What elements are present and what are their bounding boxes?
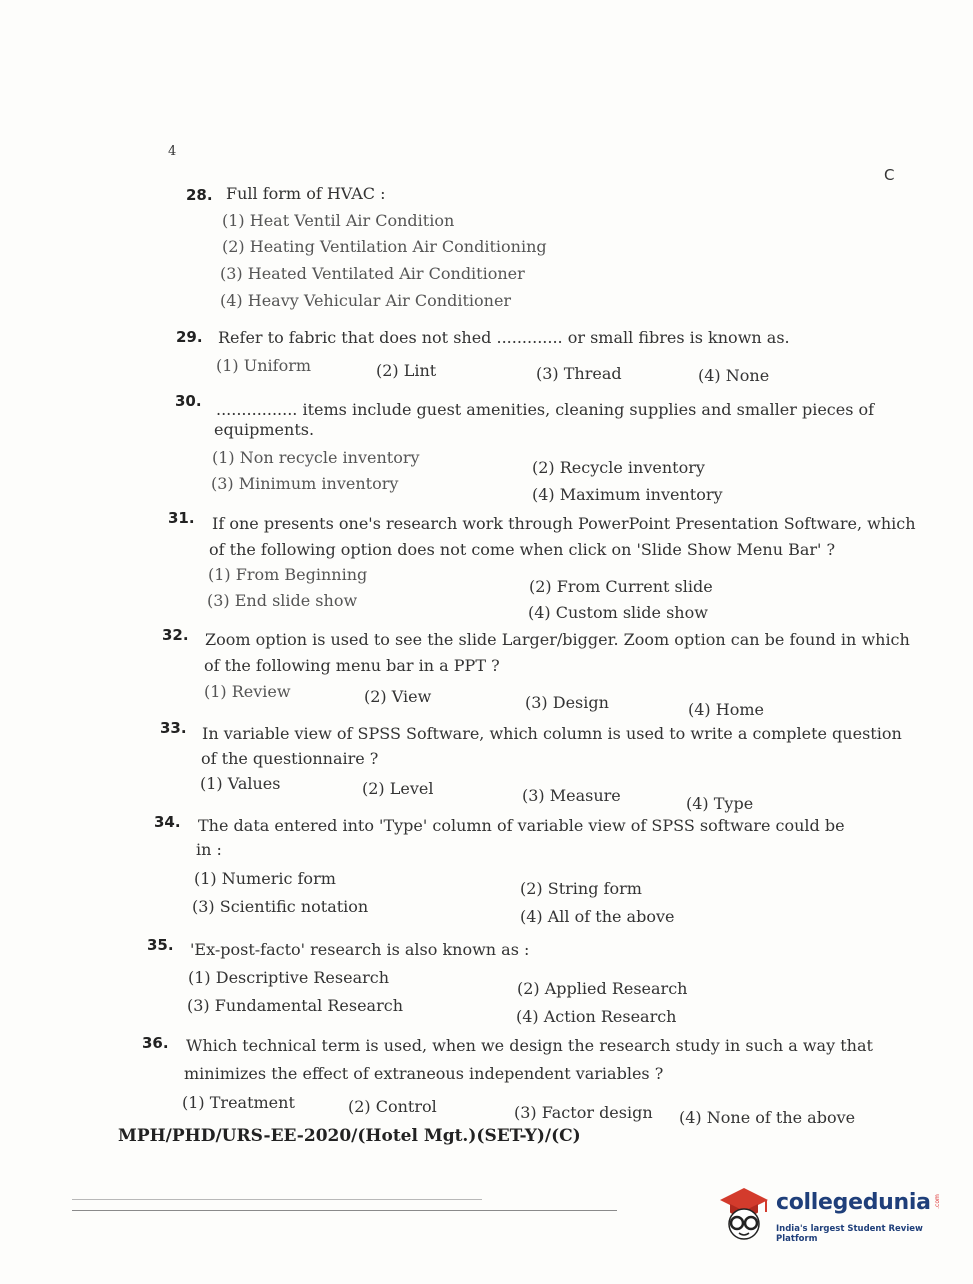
option: (4) All of the above	[520, 907, 675, 926]
option: (4) None of the above	[679, 1108, 856, 1127]
option: (2) From Current slide	[529, 577, 713, 596]
question-text: If one presents one's research work through PowerPoint Presentation Software, which	[212, 514, 916, 533]
option: (1) Non recycle inventory	[212, 448, 420, 467]
question-text: Full form of HVAC :	[226, 184, 386, 203]
option: (1) Review	[204, 682, 291, 701]
option: (1) Treatment	[182, 1093, 295, 1112]
question-text: in :	[196, 840, 222, 859]
question-number: 29.	[176, 328, 203, 346]
paper-code: MPH/PHD/URS-EE-2020/(Hotel Mgt.)(SET-Y)/(C)	[118, 1126, 581, 1146]
option: (1) Descriptive Research	[188, 968, 390, 987]
question-text: Which technical term is used, when we design the research study in such a way that	[186, 1036, 873, 1055]
question-text: Zoom option is used to see the slide Larger/bigger. Zoom option can be found in which	[205, 630, 910, 649]
option: (4) Custom slide show	[528, 603, 708, 622]
option: (1) Numeric form	[194, 869, 336, 888]
option: (3) Scientific notation	[192, 897, 369, 916]
option: (4) Type	[686, 794, 754, 813]
question-text: 'Ex-post-facto' research is also known as :	[190, 940, 530, 959]
option: (2) String form	[520, 879, 642, 898]
question-number: 35.	[147, 936, 174, 954]
option: (3) Thread	[536, 364, 622, 383]
question-number: 36.	[142, 1034, 169, 1052]
option: (3) Minimum inventory	[211, 474, 399, 493]
option: (3) Heated Ventilated Air Conditioner	[220, 264, 525, 283]
option: (1) Values	[200, 774, 281, 793]
option: (3) Factor design	[514, 1103, 653, 1122]
question-text: The data entered into 'Type' column of variable view of SPSS software could be	[198, 816, 845, 835]
option: (2) Recycle inventory	[532, 458, 705, 477]
option: (3) Design	[525, 693, 609, 712]
question-text: Refer to fabric that does not shed ............. or small fibres is known as.	[218, 328, 790, 347]
page-number: 4	[168, 144, 177, 159]
option: (2) Control	[348, 1097, 437, 1116]
option: (4) None	[698, 366, 770, 385]
question-number: 32.	[162, 626, 189, 644]
graduate-mascot-icon	[714, 1182, 772, 1242]
option: (3) Measure	[522, 786, 621, 805]
option: (2) View	[364, 687, 432, 706]
question-text: of the following menu bar in a PPT ?	[204, 656, 500, 675]
logo-tagline: India's largest Student Review Platform	[776, 1224, 923, 1244]
divider	[72, 1199, 482, 1200]
question-number: 33.	[160, 719, 187, 737]
option: (3) End slide show	[207, 591, 358, 610]
question-text: of the following option does not come when click on 'Slide Show Menu Bar' ?	[209, 540, 836, 559]
question-number: 31.	[168, 509, 195, 527]
option: (2) Applied Research	[517, 979, 688, 998]
logo-name: collegedunia	[776, 1190, 931, 1215]
question-number: 30.	[175, 392, 202, 410]
option: (4) Maximum inventory	[532, 485, 723, 504]
option: (1) Heat Ventil Air Condition	[222, 211, 455, 230]
option: (4) Heavy Vehicular Air Conditioner	[220, 291, 512, 310]
question-text: minimizes the effect of extraneous independent variables ?	[184, 1064, 664, 1083]
collegedunia-logo	[714, 1182, 939, 1246]
option: (1) Uniform	[216, 356, 312, 375]
logo-suffix: .com	[933, 1194, 941, 1209]
option: (4) Home	[688, 700, 764, 719]
option: (3) Fundamental Research	[187, 996, 404, 1015]
question-text: In variable view of SPSS Software, which column is used to write a complete question	[202, 724, 902, 743]
set-letter: C	[884, 166, 895, 184]
divider	[72, 1210, 617, 1211]
question-number: 34.	[154, 813, 181, 831]
question-text: ................ items include guest amenities, cleaning supplies and smaller pieces of	[216, 400, 875, 419]
option: (2) Heating Ventilation Air Conditioning	[222, 237, 547, 256]
option: (2) Level	[362, 779, 434, 798]
question-number: 28.	[186, 186, 213, 204]
option: (2) Lint	[376, 361, 437, 380]
question-text: equipments.	[214, 420, 315, 439]
question-text: of the questionnaire ?	[201, 749, 379, 768]
option: (4) Action Research	[516, 1007, 677, 1026]
option: (1) From Beginning	[208, 565, 368, 584]
